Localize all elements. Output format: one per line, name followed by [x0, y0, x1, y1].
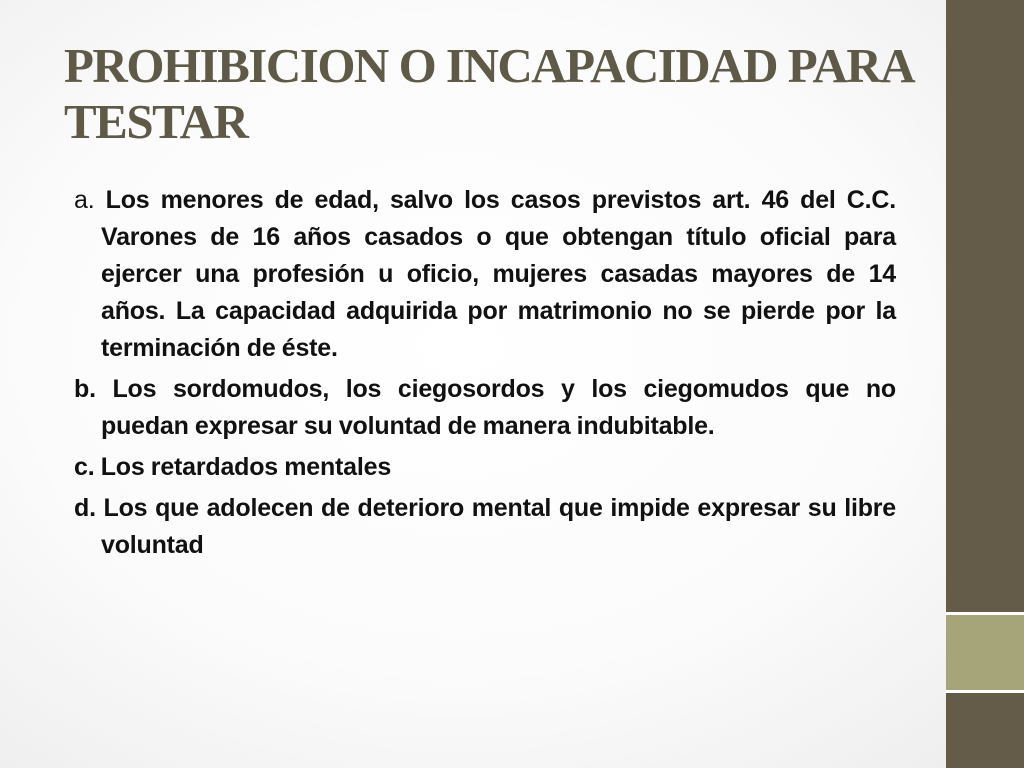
- list-item-d: [74, 490, 896, 564]
- slide-body-list: [74, 182, 896, 568]
- decorative-sidebar: [946, 0, 1024, 768]
- slide-title: PROHIBICION O INCAPACIDAD PARA TESTAR: [64, 38, 912, 149]
- list-item-b: [74, 371, 896, 445]
- list-text-d: Los que adolecen de deterioro mental que impide expresar su libre voluntad: [101, 494, 897, 559]
- list-marker-a: a.: [74, 186, 95, 214]
- list-marker-b: b.: [74, 375, 96, 403]
- list-item-c: [74, 449, 896, 486]
- list-text-b: Los sordomudos, los ciegosordos y los ciegomudos que no puedan expresar su voluntad de manera indubitable.: [101, 375, 896, 440]
- sidebar-band-top: [946, 0, 1024, 612]
- list-text-c: Los retardados mentales: [100, 453, 392, 481]
- list-item-a: [74, 182, 896, 367]
- list-text-a: Los menores de edad, salvo los casos previstos art. 46 del C.C. Varones de 16 años casados o que obtengan título oficial para ejercer una profesión u oficio, mujeres casadas mayores de 14 años. La capacidad adquirida por matrimonio no se pierde por la terminación de éste.: [101, 186, 897, 362]
- sidebar-band-bottom: [946, 693, 1024, 768]
- list-marker-d: d.: [74, 494, 96, 522]
- sidebar-band-middle: [946, 615, 1024, 690]
- list-marker-c: c.: [74, 453, 95, 481]
